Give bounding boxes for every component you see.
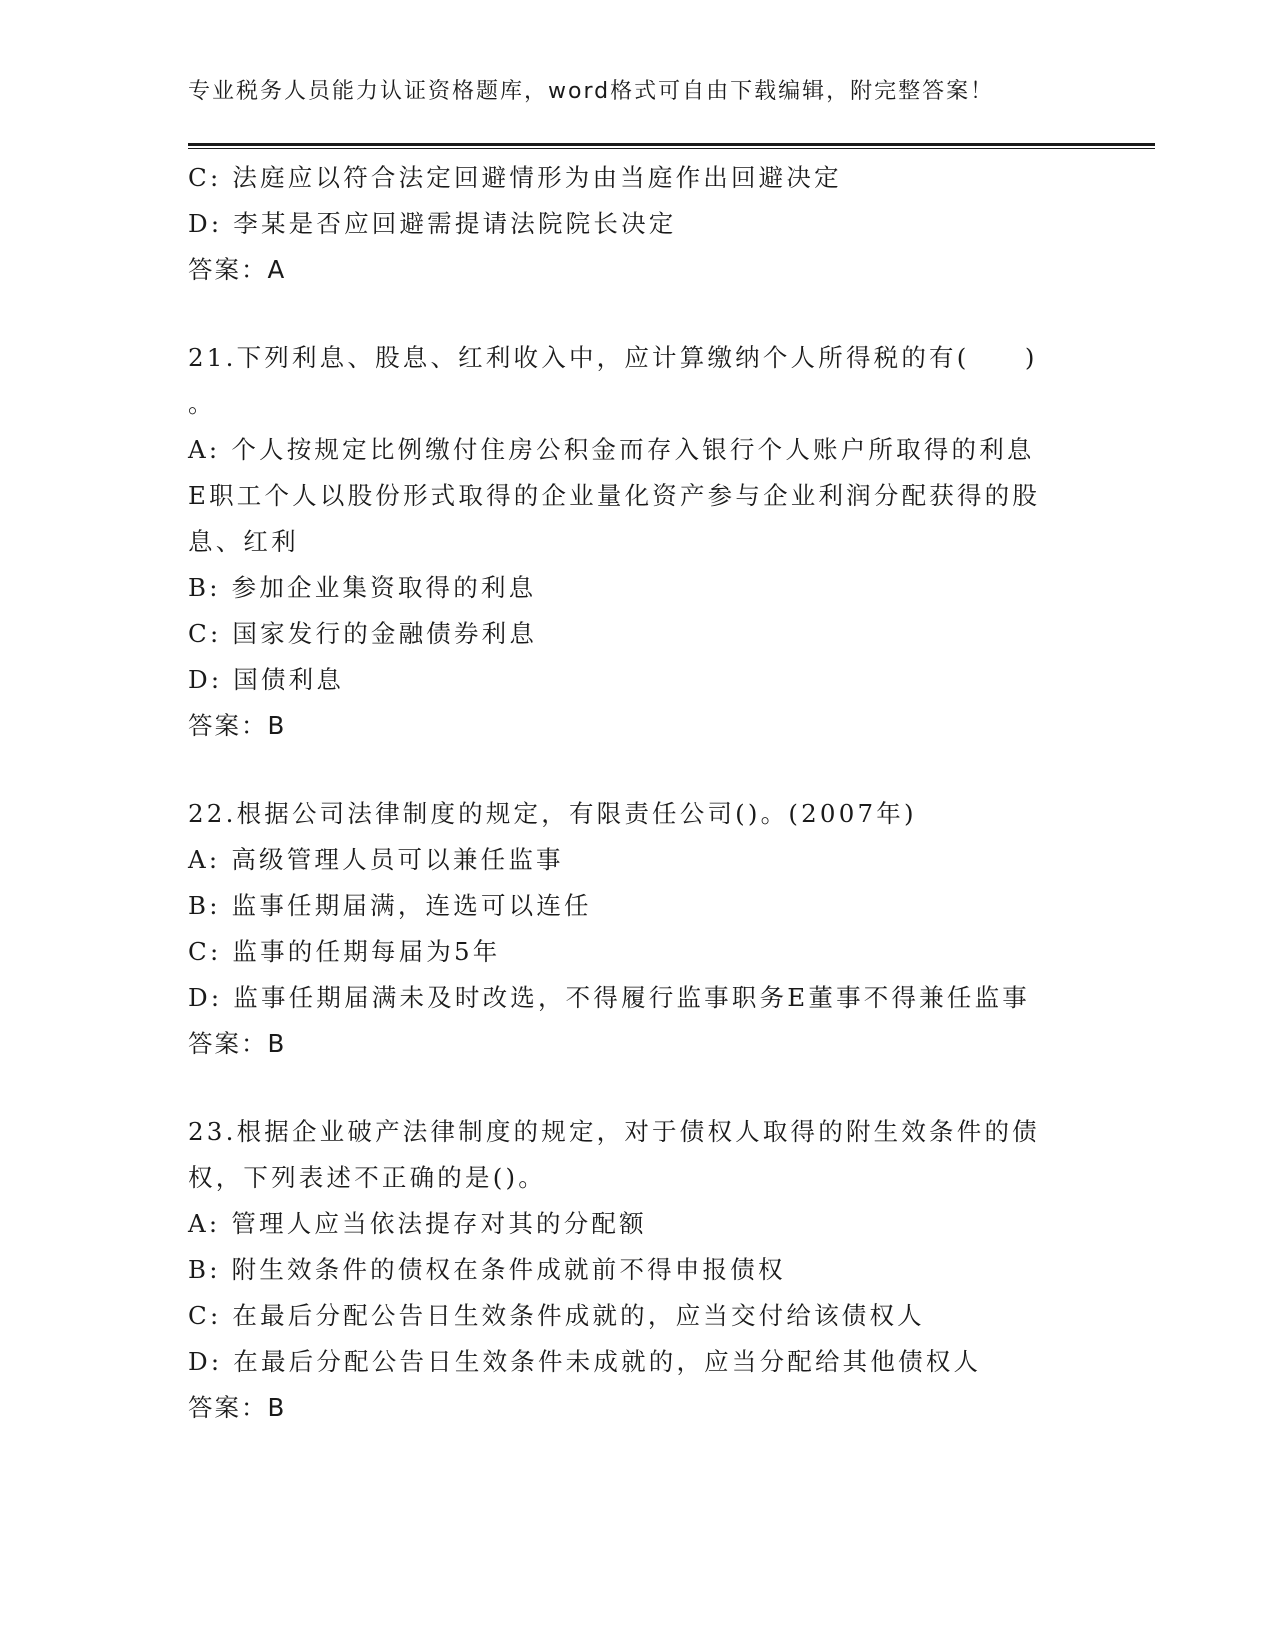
question-stem: 23.根据企业破产法律制度的规定，对于债权人取得的附生效条件的债 (188, 1117, 1040, 1146)
answer-line: 答案：B (188, 1029, 287, 1058)
question-block (188, 1109, 1088, 1431)
answer-line: 答案：A (188, 255, 287, 284)
option-line: 息、红利 (188, 527, 299, 556)
option-line: D: 国债利息 (188, 665, 345, 694)
spacer (188, 293, 1088, 335)
question-block (188, 335, 1088, 749)
option-line: B: 附生效条件的债权在条件成就前不得申报债权 (188, 1255, 786, 1284)
header-divider-thin (188, 148, 1155, 149)
spacer (188, 749, 1088, 791)
option-line: D: 监事任期届满未及时改选，不得履行监事职务E董事不得兼任监事 (188, 983, 1030, 1012)
option-line: A: 个人按规定比例缴付住房公积金而存入银行个人账户所取得的利息 (188, 435, 1035, 464)
option-line: E职工个人以股份形式取得的企业量化资产参与企业利润分配获得的股 (188, 481, 1041, 510)
question-block (188, 791, 1088, 1067)
page-header: 专业税务人员能力认证资格题库，word格式可自由下载编辑，附完整答案！ (188, 79, 995, 104)
option-line: C: 法庭应以符合法定回避情形为由当庭作出回避决定 (188, 163, 842, 192)
question-stem: 21.下列利息、股息、红利收入中，应计算缴纳个人所得税的有( ) (188, 343, 1038, 372)
question-block (188, 155, 1088, 293)
option-line: C: 国家发行的金融债券利息 (188, 619, 538, 648)
option-line: A: 管理人应当依法提存对其的分配额 (188, 1209, 647, 1238)
question-stem: 22.根据公司法律制度的规定，有限责任公司()。(2007年) (188, 799, 917, 828)
answer-line: 答案：B (188, 1393, 287, 1422)
question-stem: 权，下列表述不正确的是()。 (188, 1163, 546, 1192)
spacer (188, 1067, 1088, 1109)
option-line: D: 李某是否应回避需提请法院院长决定 (188, 209, 677, 238)
option-line: B: 参加企业集资取得的利息 (188, 573, 537, 602)
option-line: D: 在最后分配公告日生效条件未成就的，应当分配给其他债权人 (188, 1347, 982, 1376)
option-line: A: 高级管理人员可以兼任监事 (188, 845, 564, 874)
answer-line: 答案：B (188, 711, 287, 740)
question-list (188, 155, 1088, 1431)
question-stem: 。 (188, 389, 216, 418)
header-divider-thick (188, 143, 1155, 146)
option-line: B: 监事任期届满，连选可以连任 (188, 891, 592, 920)
option-line: C: 在最后分配公告日生效条件成就的，应当交付给该债权人 (188, 1301, 925, 1330)
option-line: C: 监事的任期每届为5年 (188, 937, 501, 966)
